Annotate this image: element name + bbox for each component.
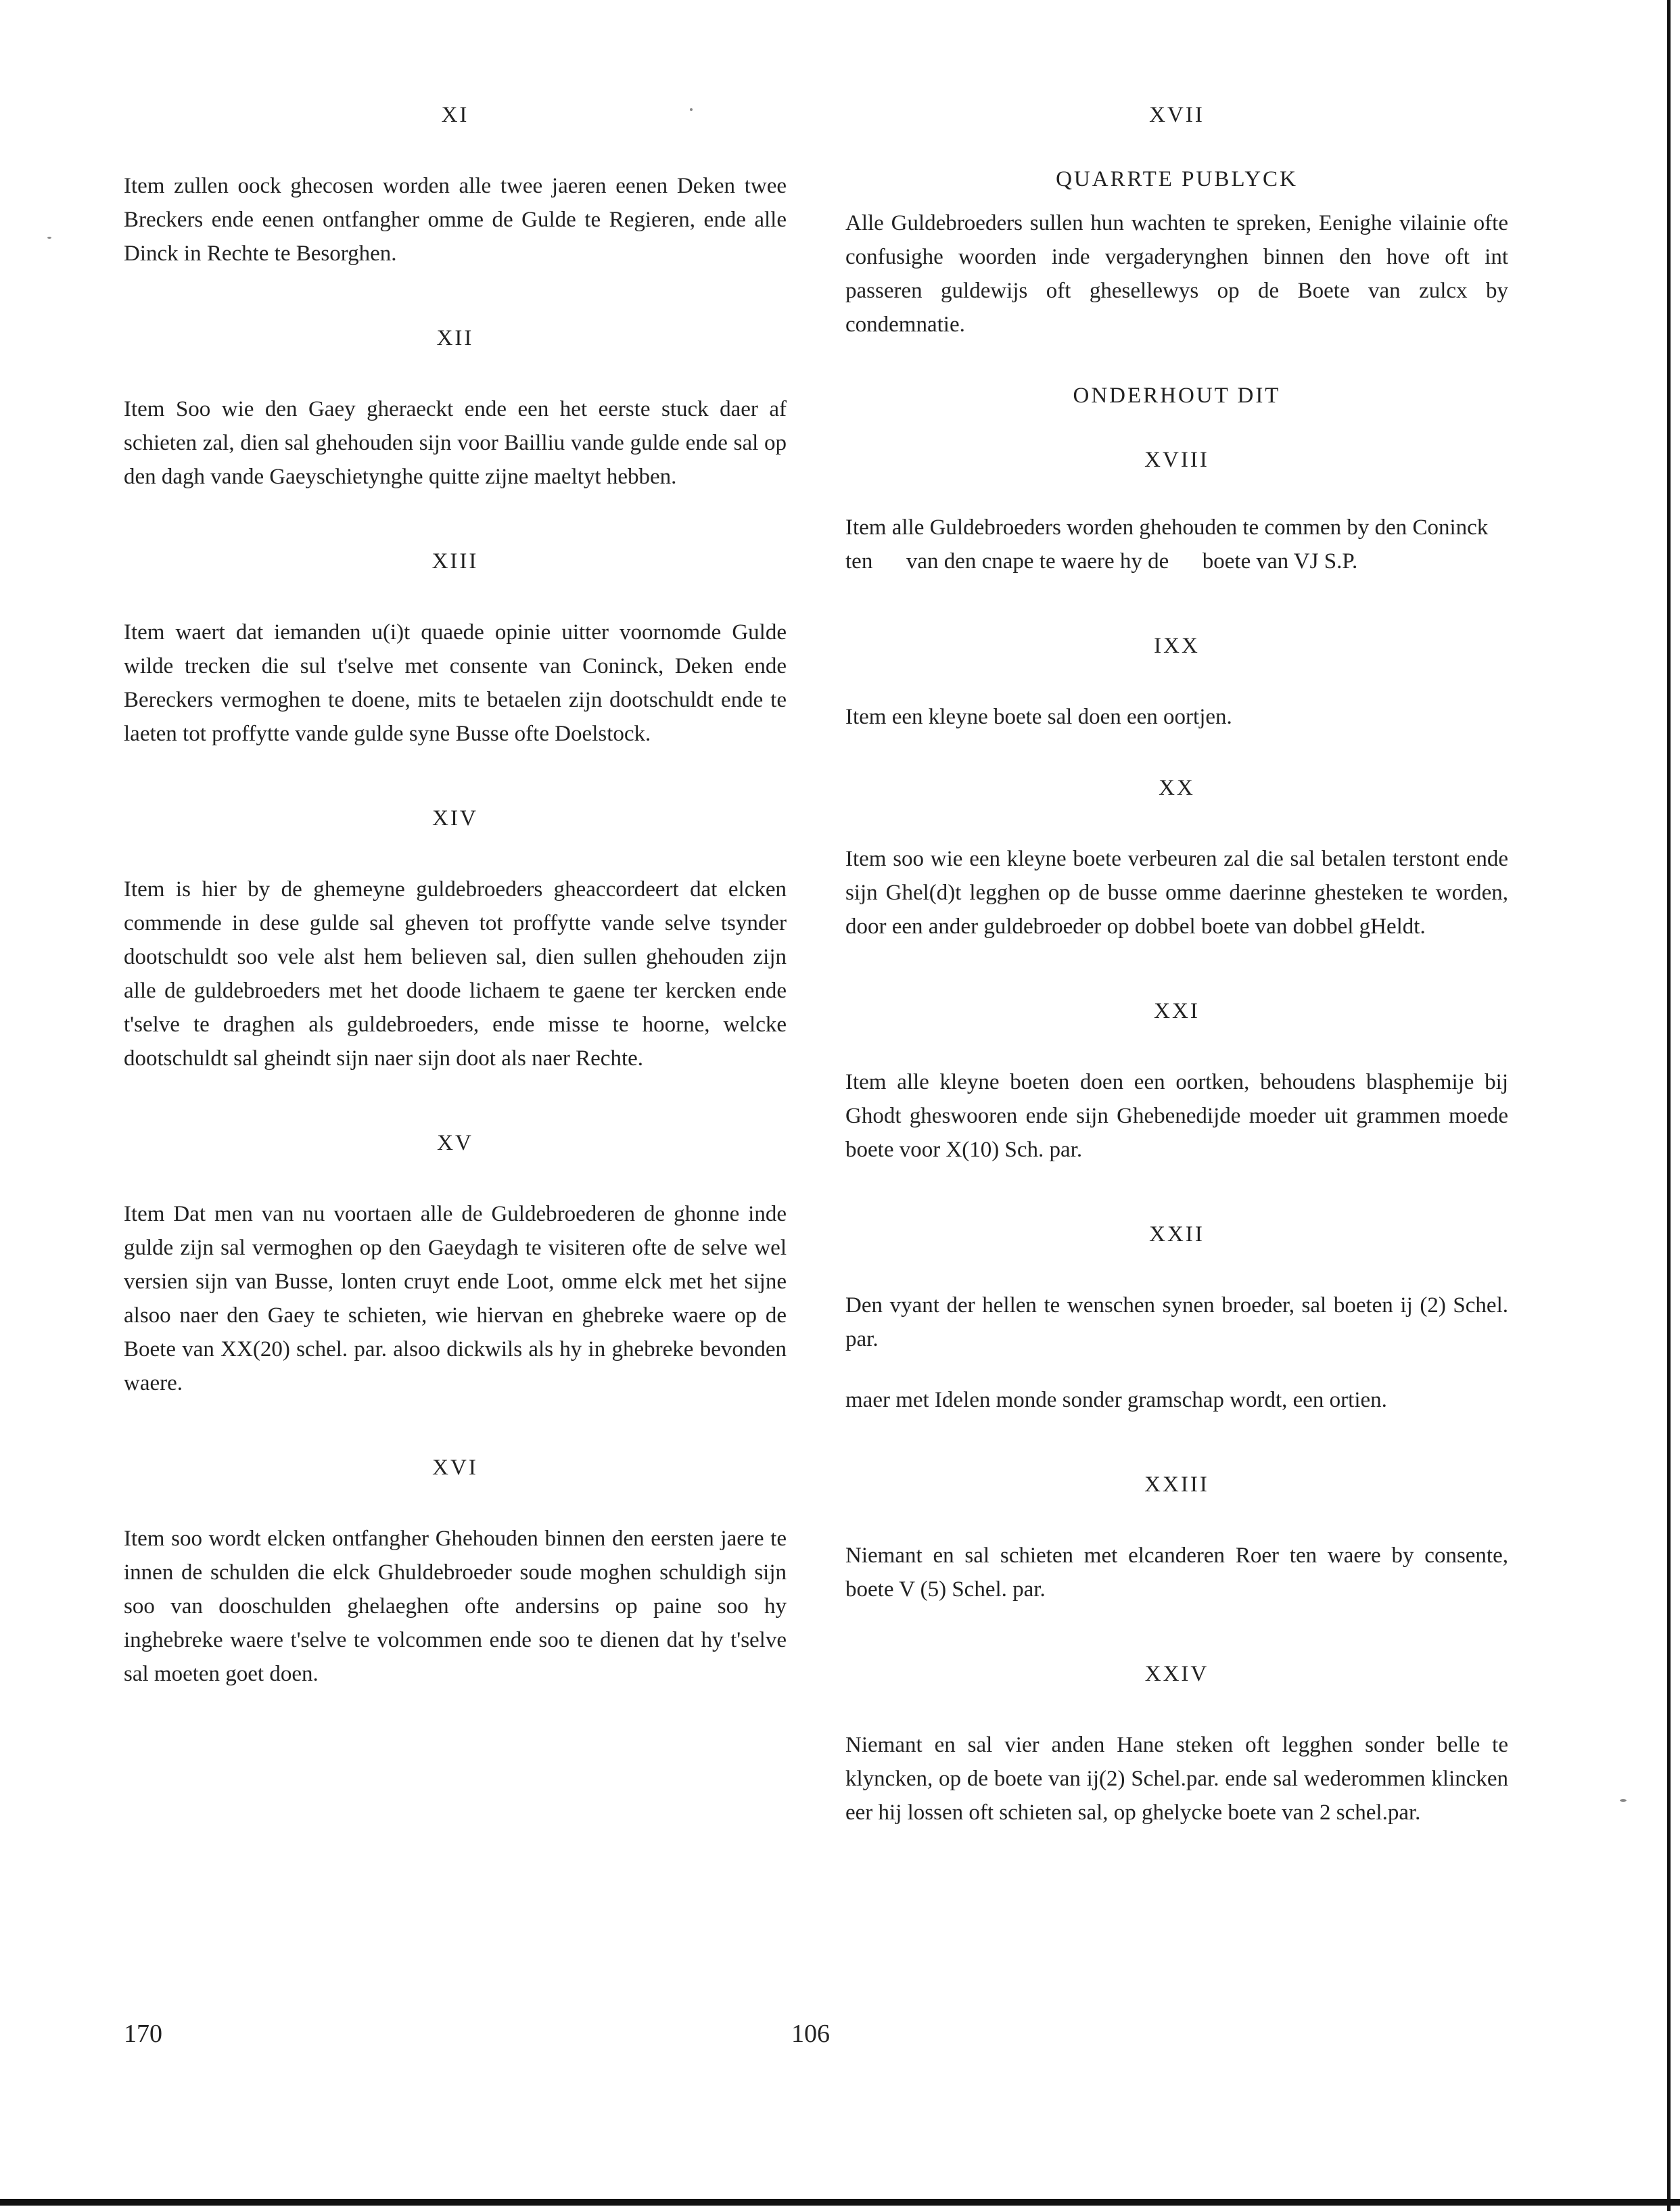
section-heading: XV — [437, 1131, 473, 1155]
section-heading: XIII — [431, 549, 479, 574]
section-text: Item zullen oock ghecosen worden alle twee jaeren eenen Deken twee Breckers ende eenen ontfangher omme de Gulde te Regieren, ende alle Dinck in Rechte te Besorghen. — [124, 174, 787, 266]
left-column — [124, 101, 787, 1745]
section-text: Item Dat men van nu voortaen alle de Guldebroederen de ghonne inde gulde zijn sal vermoghen op den Gaeydagh te visiteren ofte de selve wel versien sijn van Busse, lonten cruyt ende Loot, omme elck met het sijne alsoo naer den Gaey te schieten, wie hiervan en ghebreke waere op de Boete van XX(20) schel. par. alsoo dickwils als hy in ghebreke bevonden waere. — [124, 1202, 787, 1395]
section-heading-xvii: XVII — [1149, 103, 1205, 127]
section-subheading: QUARRTE PUBLYCK — [1056, 167, 1298, 191]
section-text-xxii: Den vyant der hellen te wenschen synen broeder, sal boeten ij (2) Schel. par. — [845, 1293, 1508, 1351]
scan-speck — [47, 237, 51, 239]
section-text-xxiv: Niemant en sal vier anden Hane steken oft legghen sonder belle te klyncken, op de boete van ij(2) Schel.par. ende sal wederommen klincken eer hij lossen oft schieten sal, op ghelycke boete van 2 schel.par. — [845, 1733, 1508, 1825]
onderhout-heading: ONDERHOUT DIT — [1073, 383, 1281, 408]
section-heading: XI — [441, 103, 469, 127]
section-text: Item is hier by de ghemeyne guldebroeders gheaccordeert dat elcken commende in dese gulde sal gheven tot proffytte vande selve tsynder dootschuldt soo vele alst hem believen sal, dien sullen ghehouden zijn alle de guldebroeders met het doode lichaem te gaene ter kercken ende t'selve te draghen als guldebroeders, ende misse te hoorne, welcke dootschuldt sal gheindt sijn naer sijn doot als naer Rechte. — [124, 877, 787, 1071]
section-heading: XVI — [432, 1456, 478, 1480]
section-heading: XII — [436, 326, 474, 350]
section-xi — [124, 101, 787, 271]
section-heading-xviii: XVIII — [1144, 448, 1209, 472]
section-heading-xxii: XXII — [1149, 1222, 1205, 1247]
section-xiv — [124, 805, 787, 1075]
section-xvi — [124, 1454, 787, 1691]
section-text-xxi: Item alle kleyne boeten doen een oortken, behoudens blasphemije bij Ghodt gheswooren ende sijn Ghebenedijde moeder uit grammen moede boete voor X(10) Sch. par. — [845, 1070, 1508, 1162]
section-text-xxii-continued: maer met Idelen monde sonder gramschap wordt, een ortien. — [845, 1388, 1387, 1412]
section-text-xviii: Item alle Guldebroeders worden ghehouden te commen by den Coninck ten van den cnape te waere hy de boete van VJ S.P. — [845, 515, 1494, 574]
page-edge-bottom — [0, 2199, 1680, 2206]
scan-speck — [690, 108, 693, 111]
section-heading: XIV — [432, 806, 478, 831]
section-text: Item soo wordt elcken ontfangher Ghehouden binnen den eersten jaere te innen de schulden die elck Ghuldebroeder soude moghen schuldigh sijn soo van dooschulden ghelaeghen ofte andersins op paine soo hy inghebreke waere t'selve te volcommen ende soo te dienen dat hy t'selve sal moeten goet doen. — [124, 1527, 787, 1686]
section-heading-ixx: IXX — [1154, 634, 1200, 658]
section-xii — [124, 325, 787, 494]
page-number-center: 106 — [791, 2020, 830, 2048]
section-xiii — [124, 548, 787, 751]
scan-speck — [1620, 1799, 1627, 1802]
section-heading-xxi: XXI — [1154, 999, 1200, 1023]
right-column — [845, 101, 1508, 1884]
section-xv — [124, 1130, 787, 1400]
section-text-xx: Item soo wie een kleyne boete verbeuren zal die sal betalen terstont ende sijn Ghel(d)t legghen op de busse omme daerinne ghesteken te worden, door een ander guldebroeder op dobbel boete van dobbel gHeldt. — [845, 847, 1508, 939]
page-edge-right — [1667, 0, 1671, 2211]
section-text: Item waert dat iemanden u(i)t quaede opinie uitter voornomde Gulde wilde trecken die sul t'selve met consente van Coninck, Deken ende Bereckers vermoghen te doene, mits te betaelen zijn dootschuldt ende te laeten tot proffytte vande gulde syne Busse ofte Doelstock. — [124, 620, 787, 746]
section-text-xvii: Alle Guldebroeders sullen hun wachten te spreken, Eenighe vilainie ofte confusighe woorden inde vergaderynghen binnen den hove oft int passeren guldewijs oft ghesellewys op de Boete van zulcx by condemnatie. — [845, 211, 1508, 337]
section-text: Item Soo wie den Gaey gheraeckt ende een het eerste stuck daer af schieten zal, dien sal ghehouden sijn voor Bailliu vande gulde ende sal op den dagh vande Gaeyschietynghe quitte zijne maeltyt hebben. — [124, 397, 787, 489]
section-heading-xxiv: XXIV — [1144, 1662, 1209, 1686]
section-heading-xx: XX — [1159, 776, 1195, 800]
page-number-left: 170 — [124, 2020, 162, 2048]
section-text-xxiii: Niemant en sal schieten met elcanderen Roer ten waere by consente, boete V (5) Schel. par. — [845, 1543, 1508, 1602]
section-heading-xxiii: XXIII — [1144, 1472, 1209, 1497]
section-text-ixx: Item een kleyne boete sal doen een oortjen. — [845, 705, 1232, 729]
